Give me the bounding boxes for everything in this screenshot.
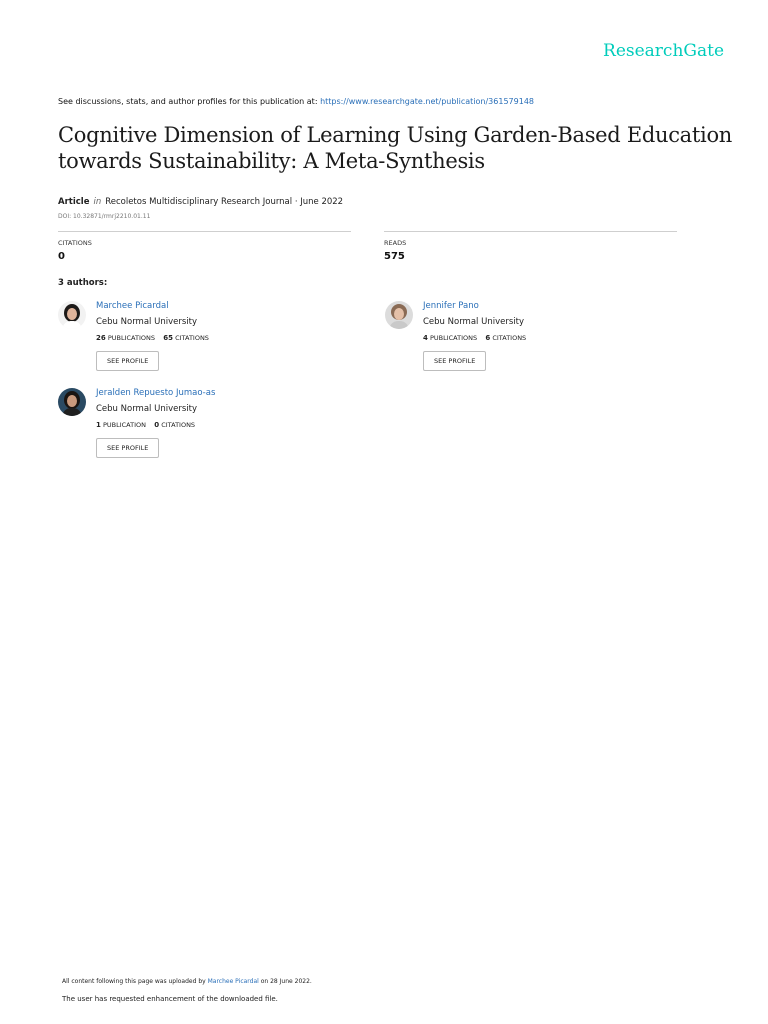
- author-citations-label: CITATIONS: [175, 334, 209, 342]
- uploader-link[interactable]: Marchee Picardal: [207, 978, 259, 985]
- see-profile-button[interactable]: SEE PROFILE: [423, 351, 486, 371]
- publications-label: PUBLICATION: [102, 421, 146, 429]
- citations-count: 65: [163, 334, 173, 342]
- see-profile-button[interactable]: SEE PROFILE: [96, 351, 159, 371]
- avatar[interactable]: [58, 301, 86, 329]
- publication-title: [58, 122, 748, 174]
- avatar[interactable]: [385, 301, 413, 329]
- author-card: [58, 301, 358, 381]
- publications-count: 4: [423, 334, 428, 342]
- author-citations-label: CITATIONS: [492, 334, 527, 342]
- publications-count: 26: [96, 334, 106, 342]
- reads-label: READS: [384, 239, 407, 247]
- author-name[interactable]: Jennifer Pano: [423, 301, 479, 311]
- author-name[interactable]: Jeralden Repuesto Jumao-as: [96, 388, 216, 398]
- author-card: [385, 301, 685, 381]
- title-line-1: Cognitive Dimension of Learning Using Garden-Based Education: [58, 123, 733, 147]
- publication-meta: [58, 197, 343, 207]
- see-profile-button[interactable]: SEE PROFILE: [96, 438, 159, 458]
- upload-prefix: All content following this page was uploaded by: [62, 978, 208, 985]
- upload-notice: [62, 978, 312, 985]
- publications-count: 1: [96, 421, 101, 429]
- publication-type: Article: [58, 197, 90, 207]
- doi: DOI: 10.32871/rmrj2210.01.11: [58, 213, 151, 220]
- enhancement-note: The user has requested enhancement of the downloaded file.: [62, 995, 278, 1003]
- author-name[interactable]: Marchee Picardal: [96, 301, 169, 311]
- author-affiliation: Cebu Normal University: [96, 317, 197, 327]
- citations-count: 0: [154, 421, 160, 429]
- author-stats: [96, 334, 209, 342]
- author-card: [58, 388, 358, 468]
- journal-and-date: Recoletos Multidisciplinary Research Journal · June 2022: [105, 197, 344, 207]
- author-affiliation: Cebu Normal University: [423, 317, 524, 327]
- reads-value: 575: [384, 251, 405, 262]
- in-word: in: [93, 197, 102, 207]
- title-line-2: towards Sustainability: A Meta-Synthesis: [58, 149, 485, 173]
- citations-divider: [58, 231, 351, 232]
- discussion-text: See discussions, stats, and author profiles for this publication at:: [58, 97, 321, 106]
- author-citations-label: CITATIONS: [161, 421, 196, 429]
- publication-link[interactable]: https://www.researchgate.net/publication/361579148: [320, 97, 534, 106]
- publications-label: PUBLICATIONS: [429, 334, 478, 342]
- authors-count-label: 3 authors:: [58, 278, 108, 288]
- avatar[interactable]: [58, 388, 86, 416]
- upload-suffix: on 28 June 2022.: [258, 978, 312, 985]
- researchgate-logo[interactable]: ResearchGate: [603, 41, 724, 61]
- reads-divider: [384, 231, 677, 232]
- author-stats: [96, 421, 195, 429]
- author-affiliation: Cebu Normal University: [96, 404, 197, 414]
- author-stats: [423, 334, 526, 342]
- citations-value: 0: [58, 251, 65, 262]
- discussion-notice: [58, 97, 534, 106]
- publications-label: PUBLICATIONS: [107, 334, 155, 342]
- citations-count: 6: [485, 334, 491, 342]
- citations-label: CITATIONS: [58, 239, 92, 247]
